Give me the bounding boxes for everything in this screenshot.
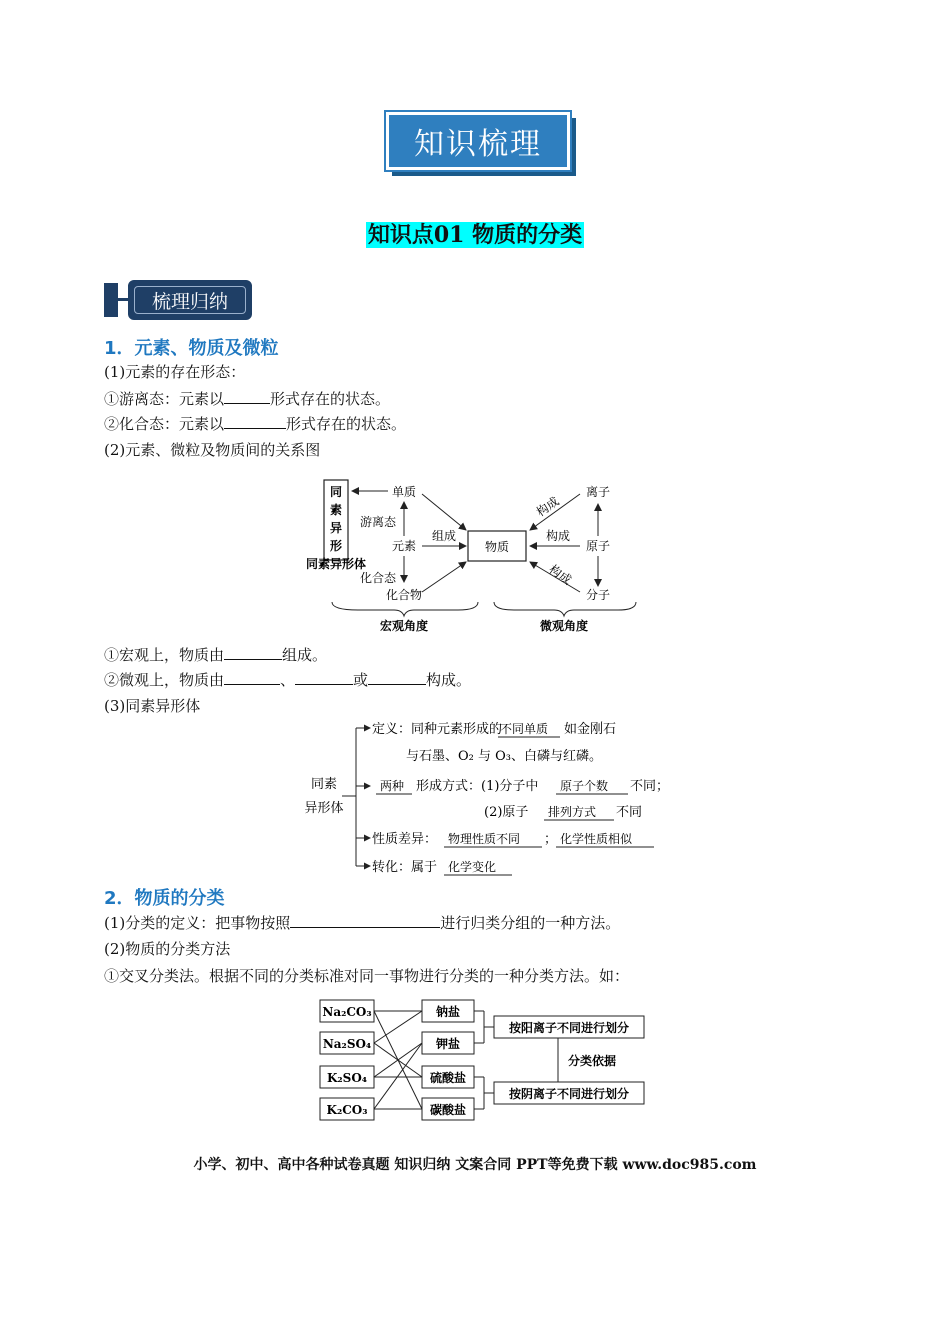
line-2-1 — [104, 913, 620, 933]
youlitai-label: 游离态 — [359, 515, 397, 529]
form-text-4: 不同 — [616, 805, 643, 820]
text: ①游离态：元素以 — [104, 390, 225, 408]
huahewu-label: 化合物 — [385, 588, 423, 602]
heading-2: 2．物质的分类 — [104, 888, 225, 909]
def-answer: 不同单质 — [500, 722, 549, 736]
conv-text: 转化：属于 — [372, 860, 438, 875]
text: ①宏观上，物质由 — [104, 646, 225, 664]
line-1-5 — [104, 645, 327, 665]
prop-answer-1: 物理性质不同 — [448, 832, 521, 846]
text: 形式存在的状态。 — [286, 415, 407, 433]
text: ②化合态：元素以 — [104, 415, 225, 433]
page-banner: 知识梳理 — [386, 112, 570, 170]
text: 形式存在的状态。 — [270, 390, 391, 408]
sub-banner-frame — [134, 286, 246, 314]
answer-blank[interactable] — [224, 645, 282, 660]
text: ②微观上，物质由 — [104, 671, 225, 689]
salt-k2so4: K₂SO₄ — [326, 1071, 368, 1085]
class-sulfate: 硫酸盐 — [429, 1071, 467, 1085]
allotrope-tree — [298, 716, 678, 876]
salt-na2co3: Na₂CO₃ — [322, 1005, 372, 1019]
allotrope-text-3: 异 — [329, 521, 343, 535]
root-label-2: 异形体 — [304, 801, 344, 816]
zucheng-label: 组成 — [431, 529, 457, 543]
line-2-3: ①交叉分类法。根据不同的分类标准对同一事物进行分类的一种分类方法。如： — [104, 967, 630, 985]
relation-diagram — [305, 474, 648, 638]
answer-blank[interactable] — [224, 389, 270, 404]
line-1-2 — [104, 389, 390, 409]
form-text: 形成方式：(1)分子中 — [416, 779, 539, 794]
fenzi-label: 分子 — [585, 588, 611, 602]
text: 、 — [280, 671, 296, 689]
gouc-label-2: 构成 — [545, 529, 571, 543]
basis-label: 分类依据 — [567, 1054, 617, 1068]
salt-k2co3: K₂CO₃ — [326, 1103, 368, 1117]
basis-anion: 按阴离子不同进行划分 — [508, 1087, 630, 1101]
form-answer-3: 排列方式 — [548, 805, 597, 819]
answer-blank[interactable] — [224, 414, 286, 429]
text: 或 — [353, 671, 369, 689]
text: (1)分类的定义：把事物按照 — [104, 914, 291, 932]
line-1-3 — [104, 414, 406, 434]
sub-banner-bar — [104, 283, 118, 317]
basis-cation: 按阳离子不同进行划分 — [508, 1021, 630, 1035]
answer-blank[interactable] — [295, 670, 353, 685]
class-sodium-salt: 钠盐 — [435, 1005, 461, 1019]
heading-1: 1．元素、物质及微粒 — [104, 338, 279, 359]
huahetai-label: 化合态 — [359, 571, 397, 585]
def-text: 定义：同种元素形成的 — [372, 722, 503, 737]
line-1-6 — [104, 670, 471, 690]
form-text-2: 不同； — [630, 779, 670, 794]
gouc-label-3: 构成 — [546, 562, 575, 588]
line-1-1: (1)元素的存在形态： — [104, 363, 246, 381]
root-label-1: 同素 — [310, 777, 338, 792]
prop-sep: ； — [544, 832, 558, 847]
line-2-2: (2)物质的分类方法 — [104, 940, 231, 958]
sub-banner — [128, 280, 252, 320]
footer: 小学、初中、高中各种试卷真题 知识归纳 文案合同 PPT等免费下载 www.doc985.com — [193, 1157, 757, 1173]
def-example: 如金刚石 — [564, 722, 617, 737]
yuanzi-label: 原子 — [585, 539, 611, 553]
prop-text: 性质差异： — [372, 832, 438, 847]
lizi-label: 离子 — [585, 485, 611, 499]
answer-blank[interactable] — [368, 670, 426, 685]
class-carbonate: 碳酸盐 — [429, 1103, 467, 1117]
form-text-3: (2)原子 — [484, 805, 529, 820]
section-title-text: 知识点01 物质的分类 — [367, 222, 583, 248]
hongguan-label: 宏观角度 — [379, 619, 429, 633]
weiguan-label: 微观角度 — [539, 619, 589, 633]
form-answer: 两种 — [380, 779, 405, 793]
text: 进行归类分组的一种方法。 — [440, 914, 621, 932]
line-1-4: (2)元素、微粒及物质间的关系图 — [104, 441, 321, 459]
conv-answer: 化学变化 — [448, 860, 497, 874]
sub-banner-label: 梳理归纳 — [151, 290, 228, 313]
text: 组成。 — [282, 646, 328, 664]
section-title — [0, 218, 950, 249]
cross-classification-diagram — [314, 994, 654, 1124]
answer-blank[interactable] — [224, 670, 280, 685]
danzhi-label: 单质 — [391, 485, 417, 499]
gouc-label-1: 构成 — [533, 494, 562, 520]
text: 构成。 — [426, 671, 472, 689]
wuzhi-label: 物质 — [484, 540, 510, 554]
def-example-2: 与石墨、O₂ 与 O₃、白磷与红磷。 — [406, 749, 603, 764]
yuansu-label: 元素 — [391, 539, 417, 553]
class-potassium-salt: 钾盐 — [435, 1037, 461, 1051]
salt-na2so4: Na₂SO₄ — [322, 1037, 372, 1051]
allotrope-text-1: 同 — [329, 485, 343, 499]
allotrope-text-5: 同素异形体 — [305, 557, 367, 571]
allotrope-text-4: 形 — [329, 539, 343, 553]
form-answer-2: 原子个数 — [560, 779, 609, 793]
prop-answer-2: 化学性质相似 — [560, 832, 633, 846]
allotrope-text-2: 素 — [329, 503, 343, 517]
answer-blank[interactable] — [290, 913, 440, 928]
line-1-7: (3)同素异形体 — [104, 697, 201, 715]
